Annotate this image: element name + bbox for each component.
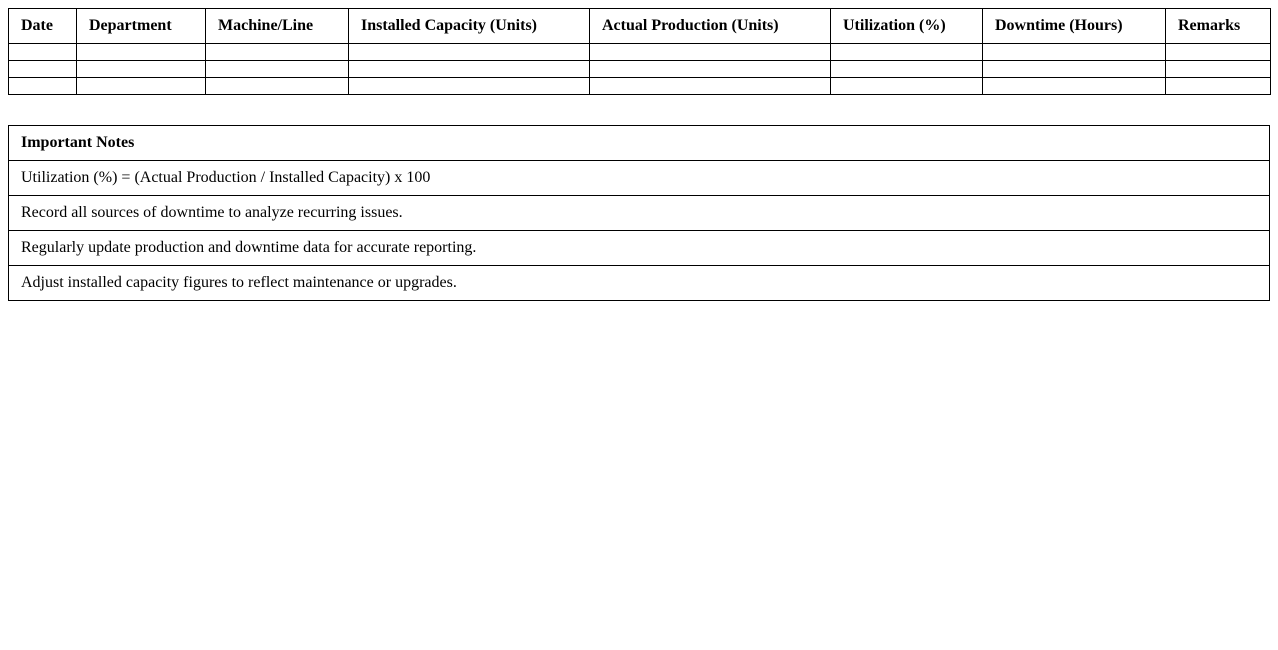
header-downtime: Downtime (Hours) — [983, 9, 1166, 44]
cell-downtime[interactable] — [983, 78, 1166, 95]
cell-installed-capacity[interactable] — [349, 44, 590, 61]
capacity-log-table — [8, 8, 1271, 95]
table-row — [9, 78, 1271, 95]
header-installed-capacity: Installed Capacity (Units) — [349, 9, 590, 44]
table-row — [9, 44, 1271, 61]
cell-machine-line[interactable] — [206, 44, 349, 61]
important-notes-table — [8, 125, 1270, 301]
cell-downtime[interactable] — [983, 61, 1166, 78]
cell-remarks[interactable] — [1166, 61, 1271, 78]
cell-actual-production[interactable] — [590, 44, 831, 61]
cell-date[interactable] — [9, 44, 77, 61]
header-utilization: Utilization (%) — [831, 9, 983, 44]
cell-department[interactable] — [77, 44, 206, 61]
cell-installed-capacity[interactable] — [349, 61, 590, 78]
note-item: Adjust installed capacity figures to reflect maintenance or upgrades. — [9, 266, 1270, 301]
cell-actual-production[interactable] — [590, 78, 831, 95]
cell-remarks[interactable] — [1166, 78, 1271, 95]
note-row — [9, 231, 1270, 266]
cell-department[interactable] — [77, 61, 206, 78]
cell-machine-line[interactable] — [206, 78, 349, 95]
cell-installed-capacity[interactable] — [349, 78, 590, 95]
cell-utilization[interactable] — [831, 44, 983, 61]
note-item: Record all sources of downtime to analyze recurring issues. — [9, 196, 1270, 231]
header-remarks: Remarks — [1166, 9, 1271, 44]
cell-actual-production[interactable] — [590, 61, 831, 78]
cell-remarks[interactable] — [1166, 44, 1271, 61]
cell-date[interactable] — [9, 61, 77, 78]
notes-title: Important Notes — [9, 126, 1270, 161]
header-date: Date — [9, 9, 77, 44]
note-item: Regularly update production and downtime data for accurate reporting. — [9, 231, 1270, 266]
notes-title-row — [9, 126, 1270, 161]
cell-department[interactable] — [77, 78, 206, 95]
cell-date[interactable] — [9, 78, 77, 95]
note-row — [9, 161, 1270, 196]
note-row — [9, 196, 1270, 231]
header-machine-line: Machine/Line — [206, 9, 349, 44]
header-row — [9, 9, 1271, 44]
cell-downtime[interactable] — [983, 44, 1166, 61]
table-row — [9, 61, 1271, 78]
cell-utilization[interactable] — [831, 61, 983, 78]
header-actual-production: Actual Production (Units) — [590, 9, 831, 44]
cell-machine-line[interactable] — [206, 61, 349, 78]
cell-utilization[interactable] — [831, 78, 983, 95]
note-row — [9, 266, 1270, 301]
header-department: Department — [77, 9, 206, 44]
note-item: Utilization (%) = (Actual Production / Installed Capacity) x 100 — [9, 161, 1270, 196]
